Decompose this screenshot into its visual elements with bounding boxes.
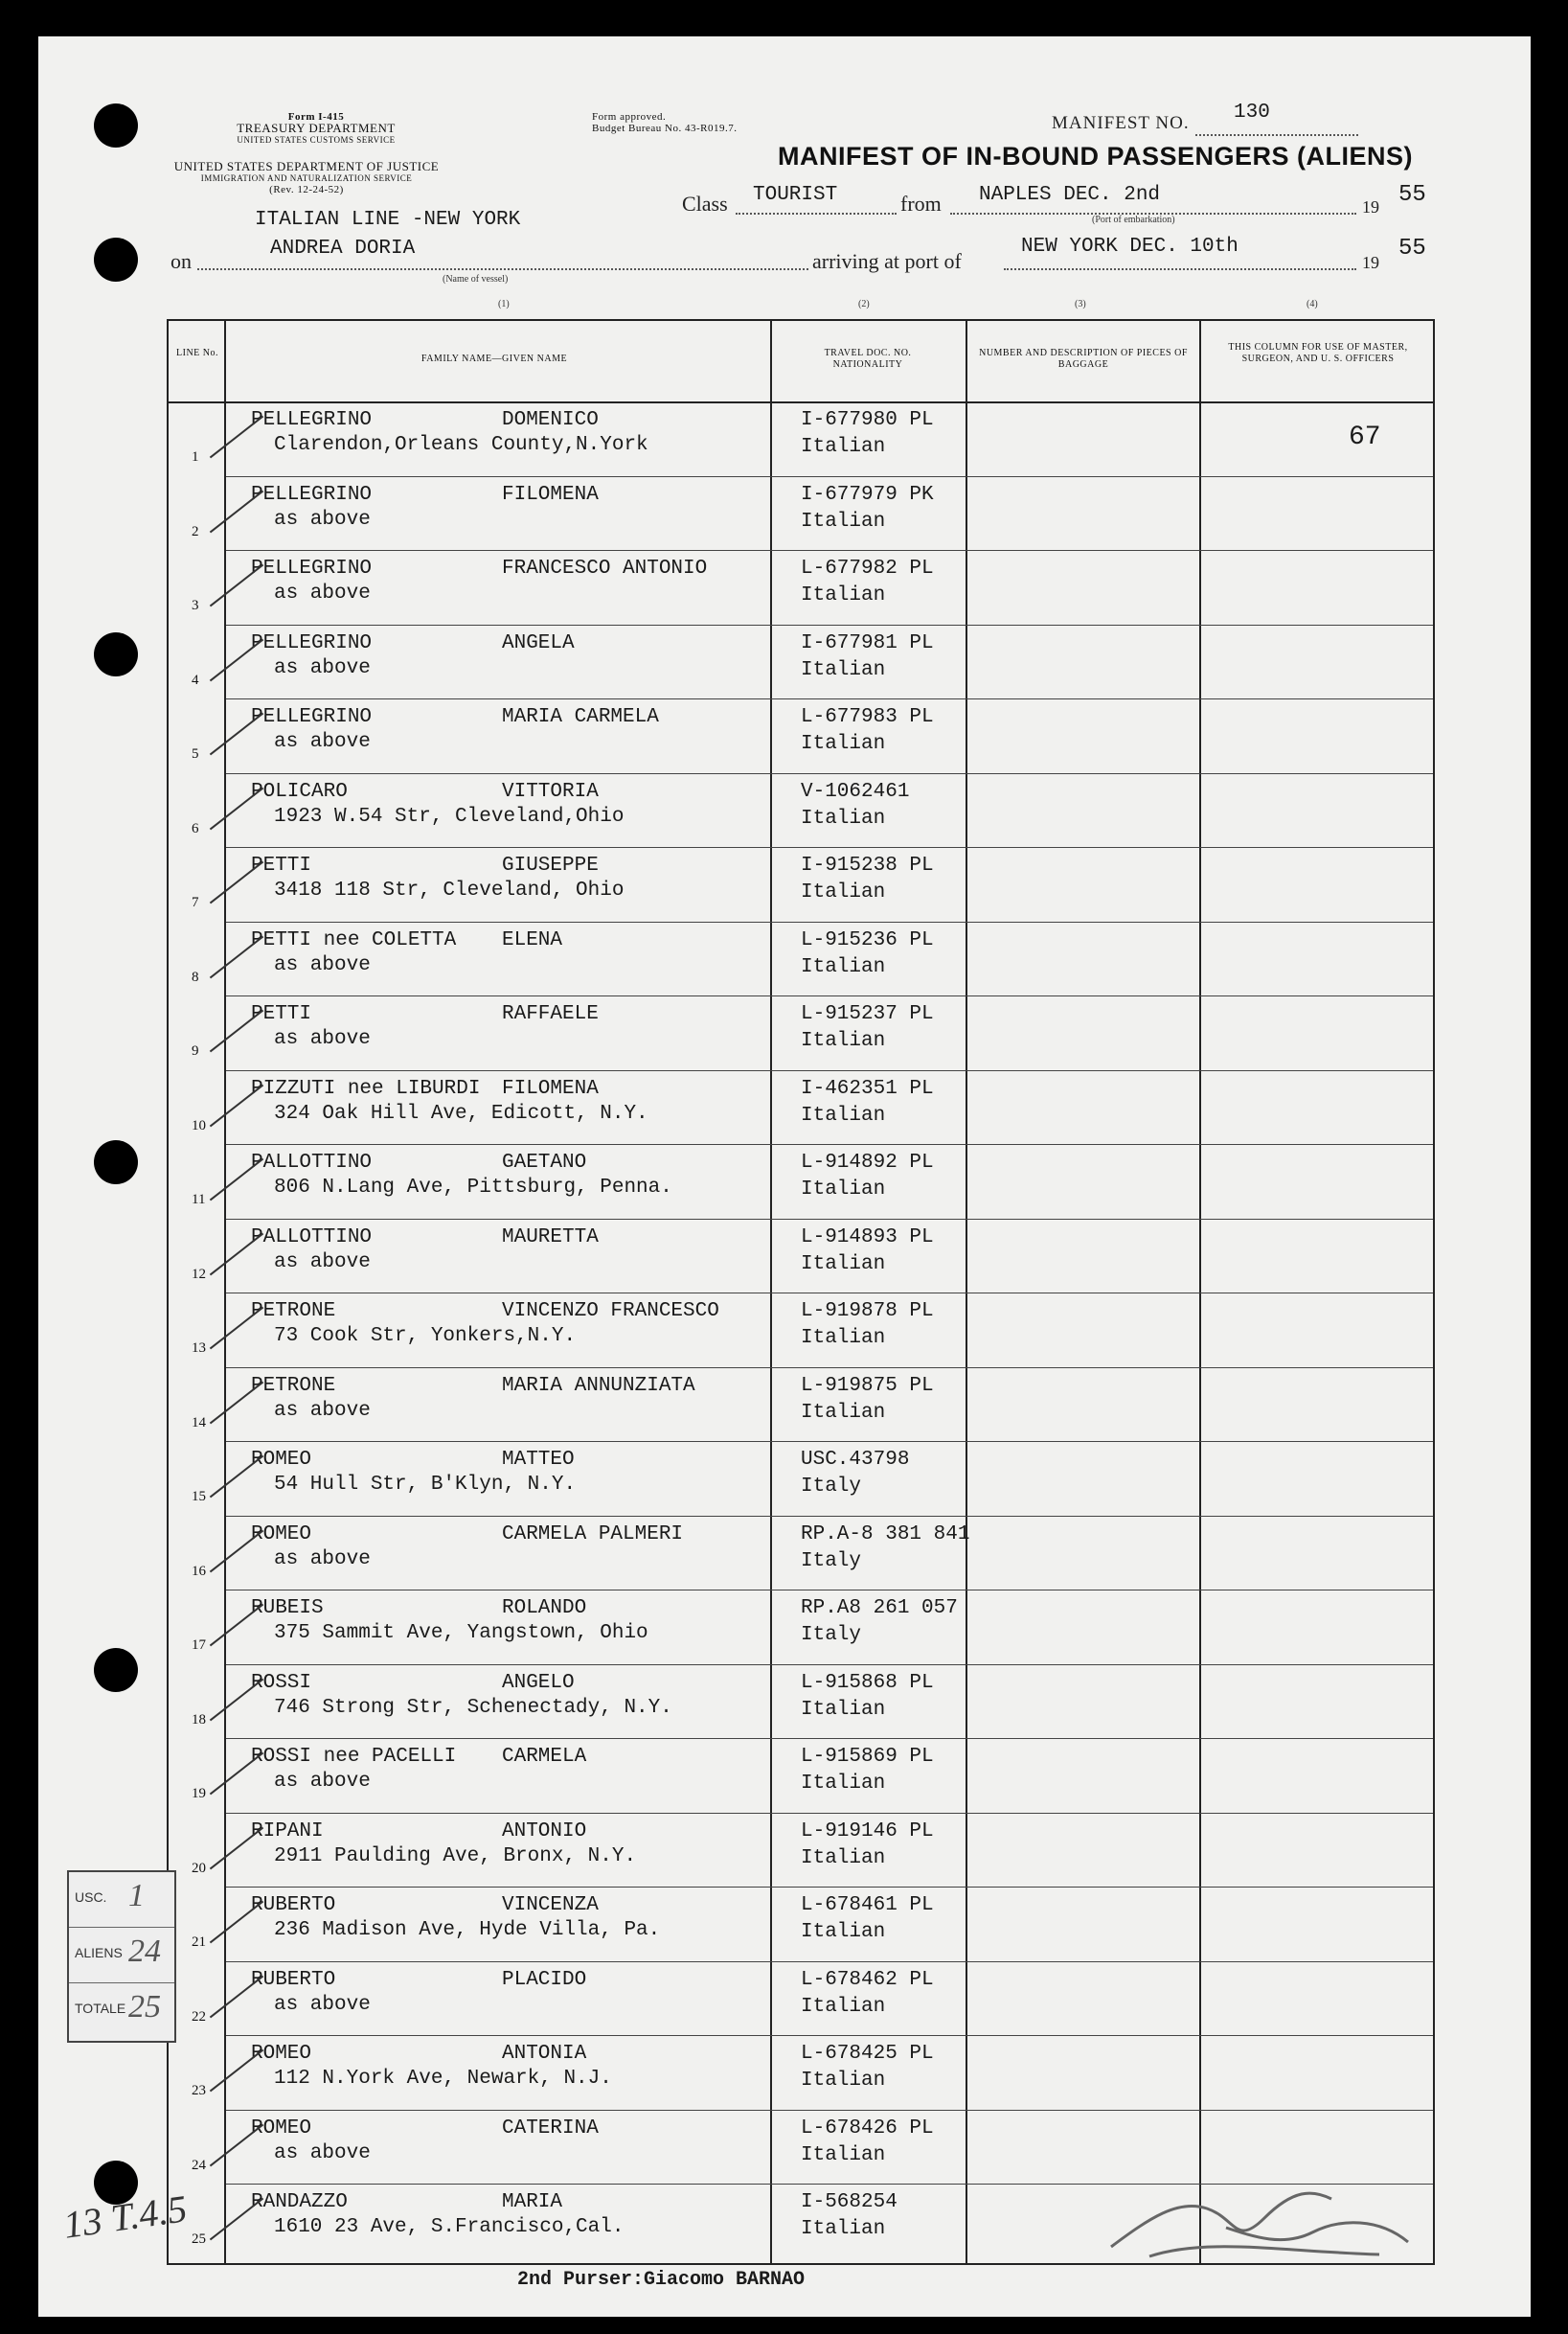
nationality: Italian xyxy=(801,2143,886,2166)
address: as above xyxy=(274,731,371,753)
line-tick-mark xyxy=(210,1826,263,1869)
family-name: PALLOTTINO xyxy=(251,1152,373,1174)
punch-hole xyxy=(94,1140,138,1184)
nationality: Italian xyxy=(801,881,886,904)
given-name: ANGELO xyxy=(502,1671,575,1694)
row-divider xyxy=(226,476,1433,477)
line-number: 16 xyxy=(192,1563,206,1579)
row-divider xyxy=(226,1887,1433,1888)
line-tick-mark xyxy=(210,416,263,459)
travel-doc-no: I-568254 xyxy=(801,2191,898,2213)
row-divider xyxy=(226,1367,1433,1368)
travel-doc-no: L-914893 PL xyxy=(801,1225,934,1248)
line-number: 11 xyxy=(192,1192,206,1207)
class-label: Class xyxy=(682,192,728,216)
col-num-2: (2) xyxy=(858,299,870,309)
address: 73 Cook Str, Yonkers,N.Y. xyxy=(274,1325,577,1347)
travel-doc-no: L-919878 PL xyxy=(801,1300,934,1322)
form-header-justice xyxy=(163,161,450,195)
family-name: POLICARO xyxy=(251,780,348,803)
given-name: FRANCESCO ANTONIO xyxy=(502,558,708,580)
family-name: PETRONE xyxy=(251,1374,336,1397)
port-embarkation-caption: (Port of embarkation) xyxy=(1092,215,1175,225)
family-name: ROMEO xyxy=(251,1522,312,1545)
row-divider xyxy=(226,1219,1433,1220)
address: as above xyxy=(274,508,371,531)
nationality: Italian xyxy=(801,436,886,458)
line-name: ITALIAN LINE -NEW YORK xyxy=(255,209,521,231)
line-tick-mark xyxy=(210,2049,263,2093)
travel-doc-no: V-1062461 xyxy=(801,780,910,803)
travel-doc-no: L-678462 PL xyxy=(801,1968,934,1991)
side-tally-box xyxy=(67,1870,176,2043)
table-row xyxy=(169,773,1433,848)
line-number: 6 xyxy=(192,820,199,836)
address: as above xyxy=(274,2141,371,2164)
address: as above xyxy=(274,953,371,976)
address: 746 Strong Str, Schenectady, N.Y. xyxy=(274,1696,672,1719)
given-name: MATTEO xyxy=(502,1449,575,1471)
line-number: 12 xyxy=(192,1266,206,1282)
line-number: 25 xyxy=(192,2231,206,2247)
col-num-4: (4) xyxy=(1307,299,1318,309)
line-tick-mark xyxy=(210,1901,263,1944)
arriving-value: NEW YORK DEC. 10th xyxy=(1021,236,1238,258)
vessel-caption: (Name of vessel) xyxy=(443,274,509,285)
line-tick-mark xyxy=(210,1529,263,1572)
given-name: MAURETTA xyxy=(502,1225,599,1248)
row-divider xyxy=(226,1961,1433,1962)
nationality: Italian xyxy=(801,955,886,978)
line-number: 4 xyxy=(192,672,199,688)
dept-justice-sub: IMMIGRATION AND NATURALIZATION SERVICE xyxy=(200,173,413,183)
travel-doc-no: L-678425 PL xyxy=(801,2043,934,2065)
travel-doc-no: I-677980 PL xyxy=(801,409,934,431)
address: 1923 W.54 Str, Cleveland,Ohio xyxy=(274,805,625,828)
form-revision: (Rev. 12-24-52) xyxy=(269,184,344,195)
line-tick-mark xyxy=(210,861,263,904)
given-name: GIUSEPPE xyxy=(502,855,599,877)
given-name: RAFFAELE xyxy=(502,1003,599,1025)
row-divider xyxy=(226,550,1433,551)
col-header-travel-doc: TRAVEL DOC. NO. NATIONALITY xyxy=(824,348,912,370)
given-name: MARIA ANNUNZIATA xyxy=(502,1374,695,1397)
line-tick-mark xyxy=(210,1752,263,1796)
table-row xyxy=(169,1664,1433,1739)
manifest-no-label: MANIFEST NO. xyxy=(1052,113,1190,133)
family-name: ROMEO xyxy=(251,2117,312,2140)
given-name: FILOMENA xyxy=(502,483,599,506)
line-tick-mark xyxy=(210,1381,263,1424)
table-row xyxy=(169,550,1433,625)
table-row xyxy=(169,1516,1433,1590)
family-name: PETRONE xyxy=(251,1300,336,1322)
vessel-line xyxy=(197,268,808,270)
travel-doc-no: L-678461 PL xyxy=(801,1894,934,1916)
address: 375 Sammit Ave, Yangstown, Ohio xyxy=(274,1622,648,1644)
row-divider xyxy=(226,1738,1433,1739)
line-tick-mark xyxy=(210,1455,263,1499)
line-tick-mark xyxy=(210,713,263,756)
line-tick-mark xyxy=(210,1158,263,1201)
travel-doc-no: I-915238 PL xyxy=(801,855,934,877)
address: 54 Hull Str, B'Klyn, N.Y. xyxy=(274,1474,577,1496)
class-value: TOURIST xyxy=(753,184,838,206)
given-name: VITTORIA xyxy=(502,780,599,803)
row-divider xyxy=(226,1441,1433,1442)
table-row xyxy=(169,1070,1433,1145)
line-number: 10 xyxy=(192,1117,206,1133)
address: as above xyxy=(274,1771,371,1793)
nationality: Italian xyxy=(801,1401,886,1424)
nationality: Italian xyxy=(801,1178,886,1201)
row-divider xyxy=(226,1070,1433,1071)
address: 324 Oak Hill Ave, Edicott, N.Y. xyxy=(274,1102,648,1125)
col-header-baggage: NUMBER AND DESCRIPTION OF PIECES OF BAGGAGE xyxy=(979,348,1188,370)
table-row xyxy=(169,625,1433,699)
form-number: Form I-415 xyxy=(287,111,345,123)
family-name: PETTI nee COLETTA xyxy=(251,928,457,951)
line-tick-mark xyxy=(210,2198,263,2241)
line-number: 24 xyxy=(192,2157,206,2173)
arriving-line xyxy=(1004,268,1356,270)
row-divider xyxy=(226,922,1433,923)
arriving-label: arriving at port of xyxy=(812,249,962,273)
travel-doc-no: I-462351 PL xyxy=(801,1077,934,1100)
family-name: PIZZUTI nee LIBURDI xyxy=(251,1077,481,1100)
address: as above xyxy=(274,1399,371,1422)
family-name: ROMEO xyxy=(251,1449,312,1471)
officer-note: 67 xyxy=(1349,423,1381,452)
travel-doc-no: L-914892 PL xyxy=(801,1152,934,1174)
nationality: Italian xyxy=(801,807,886,830)
row-divider xyxy=(226,995,1433,996)
form-approved-text: Form approved. xyxy=(592,111,667,123)
tally-total-value: 25 xyxy=(128,1989,161,2025)
given-name: MARIA CARMELA xyxy=(502,706,659,728)
travel-doc-no: L-915236 PL xyxy=(801,928,934,951)
col-num-1: (1) xyxy=(498,299,510,309)
row-divider xyxy=(226,698,1433,699)
nationality: Italian xyxy=(801,584,886,606)
line-tick-mark xyxy=(210,1604,263,1647)
given-name: DOMENICO xyxy=(502,409,599,431)
row-divider xyxy=(226,1664,1433,1665)
tally-aliens-value: 24 xyxy=(128,1934,161,1969)
row-divider xyxy=(226,1144,1433,1145)
nationality: Italy xyxy=(801,1476,862,1498)
table-row xyxy=(169,995,1433,1070)
col-header-name: FAMILY NAME—GIVEN NAME xyxy=(420,354,568,364)
address: as above xyxy=(274,656,371,679)
tally-total-label: TOTALE xyxy=(75,2001,126,2016)
line-tick-mark xyxy=(210,1084,263,1127)
line-number: 3 xyxy=(192,598,199,613)
line-number: 5 xyxy=(192,746,199,762)
family-name: PELLEGRINO xyxy=(251,558,373,580)
address: Clarendon,Orleans County,N.York xyxy=(274,434,648,456)
table-row xyxy=(169,1144,1433,1219)
row-divider xyxy=(226,773,1433,774)
travel-doc-no: L-915868 PL xyxy=(801,1671,934,1694)
line-tick-mark xyxy=(210,1232,263,1275)
year-value: 55 xyxy=(1398,182,1426,208)
punch-hole xyxy=(94,1648,138,1692)
table-row xyxy=(169,1219,1433,1293)
given-name: GAETANO xyxy=(502,1152,587,1174)
family-name: RUBEIS xyxy=(251,1597,324,1619)
line-number: 23 xyxy=(192,2083,206,2098)
col-header-officers: THIS COLUMN FOR USE OF MASTER, SURGEON, AND U. S. OFFICERS xyxy=(1228,342,1408,364)
table-row xyxy=(169,1441,1433,1516)
family-name: PELLEGRINO xyxy=(251,706,373,728)
family-name: RUBERTO xyxy=(251,1968,336,1991)
year2-value: 55 xyxy=(1398,236,1426,262)
dept-treasury: TREASURY DEPARTMENT xyxy=(237,121,396,135)
line-tick-mark xyxy=(210,1010,263,1053)
given-name: ANTONIA xyxy=(502,2043,587,2065)
tally-usc-value: 1 xyxy=(128,1878,145,1913)
address: as above xyxy=(274,1547,371,1570)
dept-treasury-sub: UNITED STATES CUSTOMS SERVICE xyxy=(237,135,396,145)
dept-justice: UNITED STATES DEPARTMENT OF JUSTICE xyxy=(173,159,440,173)
line-number: 21 xyxy=(192,1934,206,1950)
purser-signature-line: 2nd Purser:Giacomo BARNAO xyxy=(517,2269,806,2291)
table-row xyxy=(169,2110,1433,2185)
nationality: Italian xyxy=(801,2070,886,2092)
line-number: 15 xyxy=(192,1489,206,1504)
vessel-name: ANDREA DORIA xyxy=(270,238,416,260)
line-number: 17 xyxy=(192,1637,206,1653)
line-tick-mark xyxy=(210,1678,263,1721)
travel-doc-no: I-677981 PL xyxy=(801,631,934,654)
nationality: Italian xyxy=(801,733,886,755)
row-divider xyxy=(226,847,1433,848)
nationality: Italian xyxy=(801,1995,886,2018)
nationality: Italian xyxy=(801,1252,886,1275)
travel-doc-no: L-919875 PL xyxy=(801,1374,934,1397)
travel-doc-no: RP.A-8 381 841 xyxy=(801,1522,970,1545)
tally-aliens-label: ALIENS xyxy=(75,1945,123,1960)
travel-doc-no: L-678426 PL xyxy=(801,2117,934,2140)
from-label: from xyxy=(900,192,942,216)
budget-bureau-text: Budget Bureau No. 43-R019.7. xyxy=(592,123,738,134)
address: as above xyxy=(274,1028,371,1050)
nationality: Italian xyxy=(801,2218,886,2240)
address: 2911 Paulding Ave, Bronx, N.Y. xyxy=(274,1844,637,1867)
address: 236 Madison Ave, Hyde Villa, Pa. xyxy=(274,1919,661,1941)
table-row xyxy=(169,847,1433,922)
line-number: 8 xyxy=(192,969,199,985)
given-name: MARIA xyxy=(502,2191,563,2213)
line-tick-mark xyxy=(210,564,263,607)
from-value: NAPLES DEC. 2nd xyxy=(979,184,1161,206)
family-name: PETTI xyxy=(251,855,312,877)
nationality: Italian xyxy=(801,1773,886,1795)
line-number: 13 xyxy=(192,1340,206,1356)
given-name: FILOMENA xyxy=(502,1077,599,1100)
line-number: 9 xyxy=(192,1043,199,1059)
table-row xyxy=(169,1367,1433,1442)
given-name: PLACIDO xyxy=(502,1968,587,1991)
nationality: Italy xyxy=(801,1624,862,1646)
line-tick-mark xyxy=(210,935,263,978)
tally-usc xyxy=(69,1872,174,1928)
nationality: Italian xyxy=(801,658,886,681)
given-name: CARMELA xyxy=(502,1746,587,1768)
nationality: Italian xyxy=(801,510,886,533)
on-label: on xyxy=(170,249,192,273)
line-tick-mark xyxy=(210,1307,263,1350)
class-line xyxy=(736,213,897,215)
table-row xyxy=(169,2035,1433,2110)
family-name: ROSSI nee PACELLI xyxy=(251,1746,457,1768)
officer-signature xyxy=(1092,2180,1418,2266)
given-name: ROLANDO xyxy=(502,1597,587,1619)
line-tick-mark xyxy=(210,490,263,533)
family-name: PETTI xyxy=(251,1003,312,1025)
family-name: PALLOTTINO xyxy=(251,1225,373,1248)
given-name: ANTONIO xyxy=(502,1819,587,1842)
nationality: Italian xyxy=(801,1327,886,1349)
travel-doc-no: I-677979 PK xyxy=(801,483,934,506)
form-header-treasury xyxy=(220,111,412,146)
travel-doc-no: L-677983 PL xyxy=(801,706,934,728)
year2-prefix: 19 xyxy=(1362,253,1379,272)
address: 806 N.Lang Ave, Pittsburg, Penna. xyxy=(274,1177,672,1199)
table-row xyxy=(169,922,1433,996)
col-header-line-no: LINE No. xyxy=(176,348,218,358)
given-name: VINCENZO FRANCESCO xyxy=(502,1300,719,1322)
row-divider xyxy=(226,625,1433,626)
family-name: PELLEGRINO xyxy=(251,483,373,506)
address: as above xyxy=(274,1993,371,2016)
travel-doc-no: L-915869 PL xyxy=(801,1746,934,1768)
address: as above xyxy=(274,1250,371,1273)
line-number: 19 xyxy=(192,1786,206,1801)
line-tick-mark xyxy=(210,1975,263,2018)
family-name: PELLEGRINO xyxy=(251,631,373,654)
given-name: CARMELA PALMERI xyxy=(502,1522,684,1545)
tally-usc-label: USC. xyxy=(75,1889,107,1905)
line-number: 18 xyxy=(192,1711,206,1728)
table-row xyxy=(169,1738,1433,1813)
address: 1610 23 Ave, S.Francisco,Cal. xyxy=(274,2216,625,2238)
tally-aliens xyxy=(69,1928,174,1983)
line-number: 14 xyxy=(192,1414,206,1430)
row-divider xyxy=(226,2035,1433,2036)
line-number: 1 xyxy=(192,449,199,465)
year-prefix: 19 xyxy=(1362,197,1379,217)
family-name: RUBERTO xyxy=(251,1894,336,1916)
family-name: RIPANI xyxy=(251,1819,324,1842)
punch-hole xyxy=(94,238,138,282)
family-name: PELLEGRINO xyxy=(251,409,373,431)
line-tick-mark xyxy=(210,638,263,681)
table-row xyxy=(169,476,1433,551)
travel-doc-no: L-677982 PL xyxy=(801,558,934,580)
address: 3418 118 Str, Cleveland, Ohio xyxy=(274,880,625,902)
nationality: Italian xyxy=(801,1846,886,1869)
form-approved xyxy=(592,111,737,134)
given-name: CATERINA xyxy=(502,2117,599,2140)
nationality: Italian xyxy=(801,1698,886,1721)
tally-total xyxy=(69,1983,174,2039)
table-row xyxy=(169,1293,1433,1367)
given-name: VINCENZA xyxy=(502,1894,599,1916)
nationality: Italian xyxy=(801,1921,886,1943)
manifest-no-line xyxy=(1195,134,1358,136)
line-tick-mark xyxy=(210,787,263,830)
table-row xyxy=(169,401,1433,476)
family-name: ROSSI xyxy=(251,1671,312,1694)
address: as above xyxy=(274,583,371,605)
travel-doc-no: USC.43798 xyxy=(801,1449,910,1471)
passenger-table xyxy=(167,319,1435,2265)
table-row xyxy=(169,1590,1433,1664)
given-name: ANGELA xyxy=(502,631,575,654)
manifest-title: MANIFEST OF IN-BOUND PASSENGERS (ALIENS) xyxy=(778,142,1414,171)
nationality: Italy xyxy=(801,1549,862,1572)
nationality: Italian xyxy=(801,1030,886,1052)
punch-hole xyxy=(94,103,138,148)
line-number: 22 xyxy=(192,2008,206,2025)
row-divider xyxy=(226,1813,1433,1814)
address: 112 N.York Ave, Newark, N.J. xyxy=(274,2068,612,2090)
col-num-3: (3) xyxy=(1075,299,1086,309)
line-number: 20 xyxy=(192,1860,206,1876)
nationality: Italian xyxy=(801,1104,886,1127)
row-divider xyxy=(226,2110,1433,2111)
travel-doc-no: RP.A8 261 057 xyxy=(801,1597,958,1619)
given-name: ELENA xyxy=(502,928,563,951)
table-row xyxy=(169,1961,1433,2036)
family-name: RANDAZZO xyxy=(251,2191,348,2213)
travel-doc-no: L-919146 PL xyxy=(801,1819,934,1842)
family-name: ROMEO xyxy=(251,2043,312,2065)
line-number: 7 xyxy=(192,895,199,910)
row-divider xyxy=(226,1516,1433,1517)
table-row xyxy=(169,1813,1433,1888)
margin-handwritten-note: 13 T.4.5 xyxy=(60,2186,190,2247)
table-row xyxy=(169,1887,1433,1961)
manifest-no-value: 130 xyxy=(1234,102,1270,124)
punch-hole xyxy=(94,632,138,676)
line-tick-mark xyxy=(210,2123,263,2166)
line-number: 2 xyxy=(192,523,199,539)
travel-doc-no: L-915237 PL xyxy=(801,1003,934,1025)
table-row xyxy=(169,698,1433,773)
